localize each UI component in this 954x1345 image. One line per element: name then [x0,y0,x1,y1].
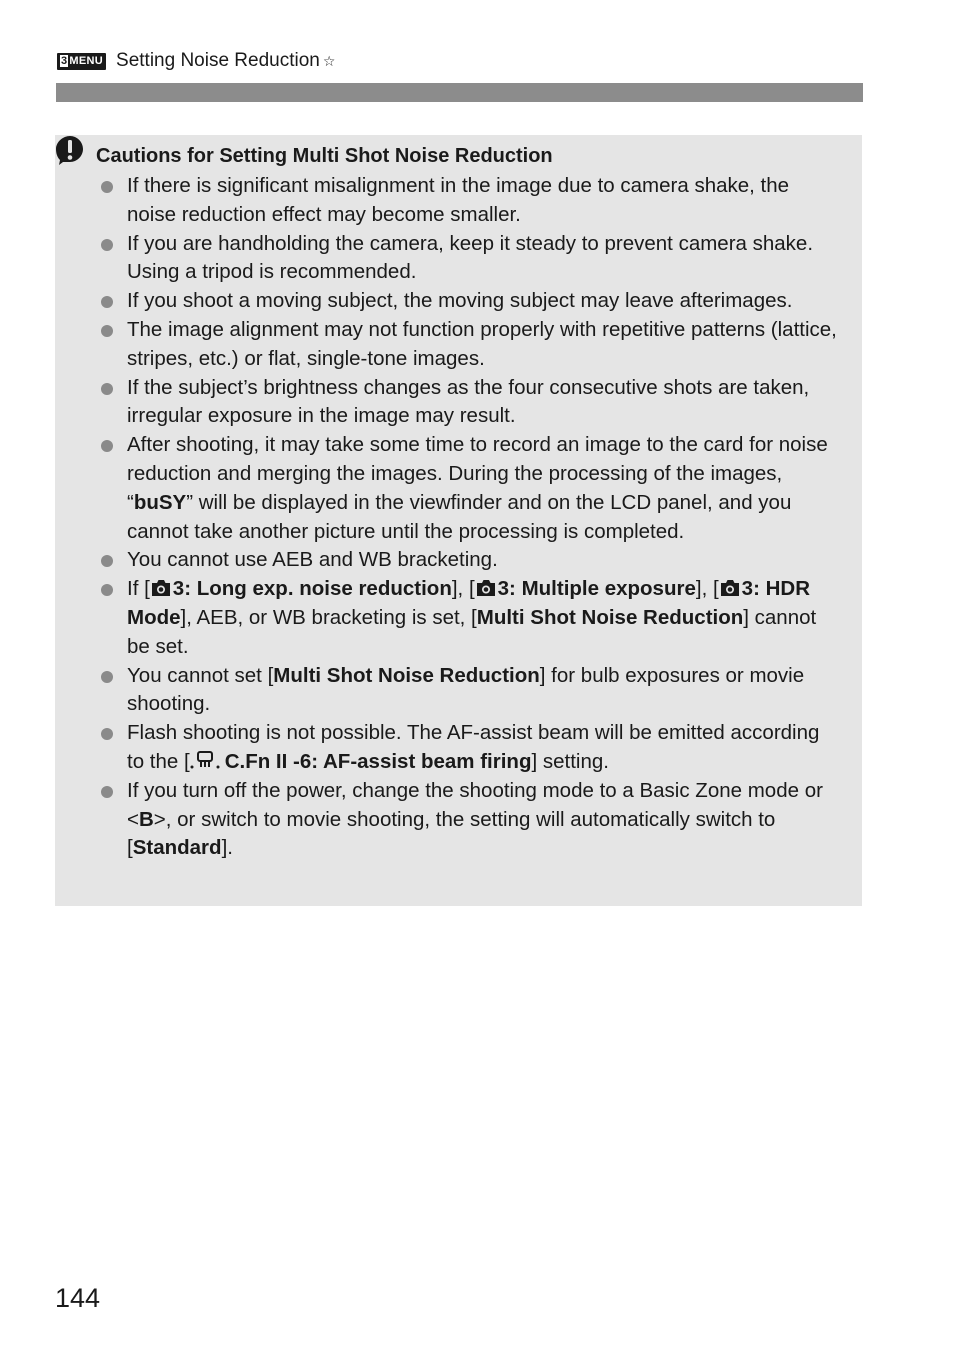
bullet-icon [101,671,113,683]
bullet-icon [101,786,113,798]
list-item: You cannot set [Multi Shot Noise Reduction] for bulb exposures or movie shooting. [55,662,862,720]
caution-title: Cautions for Setting Multi Shot Noise Reduction [96,145,553,167]
bullet-icon [101,728,113,740]
section-title: Setting Noise Reduction [116,50,320,71]
custom-function-icon [190,750,224,770]
bullet-icon [101,440,113,452]
list-item: If the subject’s brightness changes as the four consecutive shots are taken, irregular exposure in the image may result. [55,374,862,432]
menu-tab-icon: 3 MENU [57,53,106,70]
bullet-icon [101,383,113,395]
bullet-icon [101,325,113,337]
bullet-icon [101,239,113,251]
caution-icon [55,135,85,165]
bullet-icon [101,181,113,193]
header-divider-bar [56,83,863,102]
list-item: If [ 3: Long exp. noise reduction], [ 3: Multiple exposure], [ 3: HDR Mode], AEB, or WB bracketing is set, [Multi Shot Noise Reduction] cannot be set. [55,575,862,661]
list-item: If you are handholding the camera, keep it steady to prevent camera shake. Using a tripod is recommended. [55,230,862,288]
camera-icon [475,579,497,597]
bullet-icon [101,584,113,596]
list-item: The image alignment may not function properly with repetitive patterns (lattice, stripes, etc.) or flat, single-tone images. [55,316,862,374]
list-item: Flash shooting is not possible. The AF-assist beam will be emitted according to the [ C.Fn II -6: AF-assist beam firing] setting. [55,719,862,777]
page-header [57,48,335,74]
bullet-icon [101,296,113,308]
caution-list [55,172,862,863]
list-item: If there is significant misalignment in the image due to camera shake, the noise reduction effect may become smaller. [55,172,862,230]
list-item: If you turn off the power, change the shooting mode to a Basic Zone mode or <B>, or switch to movie shooting, the setting will automatically switch to [Standard]. [55,777,862,863]
bulb-mode-icon: B [138,807,154,831]
list-item: You cannot use AEB and WB bracketing. [55,546,862,575]
page-number: 144 [55,1283,101,1313]
list-item: If you shoot a moving subject, the moving subject may leave afterimages. [55,287,862,316]
camera-icon [719,579,741,597]
star-icon: ☆ [322,52,336,69]
list-item: After shooting, it may take some time to record an image to the card for noise reduction and merging the images. During the processing of the images, “buSY” will be displayed in the viewfinder and on the LCD panel, and you cannot take another picture until the processing is completed. [55,431,862,546]
caution-panel [55,135,862,906]
camera-icon [150,579,172,597]
bullet-icon [101,555,113,567]
